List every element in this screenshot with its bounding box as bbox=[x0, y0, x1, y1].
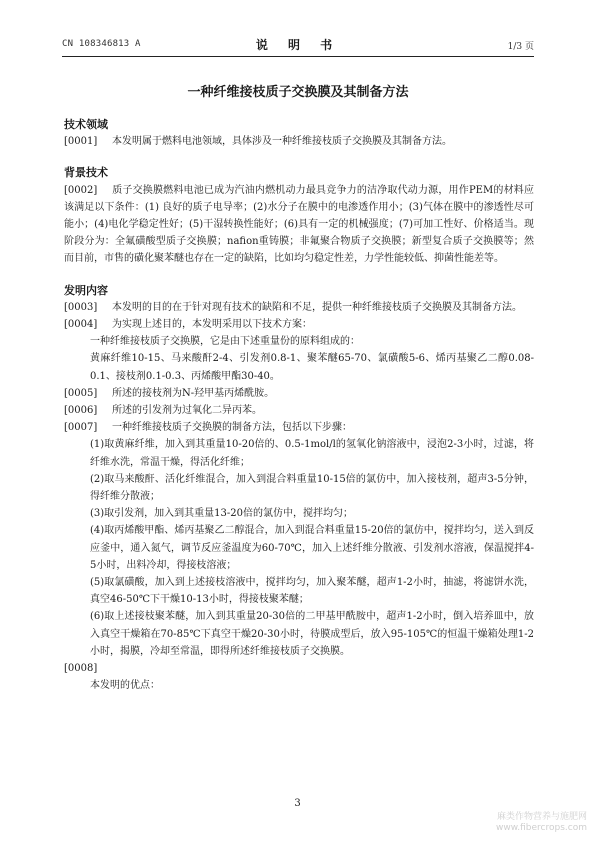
document-type: 说 明 书 bbox=[255, 38, 341, 52]
section-heading-background: 背景技术 bbox=[64, 166, 108, 180]
site-watermark bbox=[496, 812, 587, 834]
step-6: (6)取上述接枝聚苯醚，加入到其重量20-30倍的二甲基甲酰胺中，超声1-2小时，倒入培养皿中，放入真空干燥箱在70-85℃下真空干燥20-30小时，待膜成型后，放入95-105℃的恒温干燥箱处理1-2小时，揭膜，冷却至常温，即得所述纤维接枝质子交换膜。 bbox=[90, 611, 534, 657]
page-header bbox=[62, 36, 534, 52]
paragraph-text: 本发明属于燃料电池领域，具体涉及一种纤维接枝质子交换膜及其制备方法。 bbox=[112, 136, 452, 148]
section-heading-tech-field: 技术领域 bbox=[64, 118, 108, 131]
paragraph-number: [0002] bbox=[64, 184, 98, 196]
step-1: (1)取黄麻纤维，加入到其重量10-20倍的、0.5-1mol/l的氢氧化钠溶液中，浸泡2-3小时，过滤，将纤维水洗，常温干燥，得活化纤维； bbox=[90, 439, 534, 468]
paragraph-text: 为实现上述目的，本发明采用以下技术方案： bbox=[112, 319, 312, 331]
paragraph-number: [0003] bbox=[64, 301, 98, 313]
paragraph-text: 本发明的目的在于针对现有技术的缺陷和不足，提供一种纤维接枝质子交换膜及其制备方法。 bbox=[112, 301, 522, 313]
step-4: (4)取丙烯酸甲酯、烯丙基聚乙二醇混合，加入到混合料重量15-20倍的氯仿中，搅拌均匀，送入到反应釜中，通入氮气，调节反应釜温度为60-70℃，加入上述纤维分散液、引发剂水溶液，保温搅拌4-5小时，出料冷却，得接枝溶液； bbox=[90, 525, 534, 571]
paragraph-0003 bbox=[64, 299, 534, 316]
paragraph-text: 所述的接枝剂为N-羟甲基丙烯酰胺。 bbox=[112, 387, 275, 399]
paragraph-0008 bbox=[64, 660, 534, 677]
header-divider bbox=[62, 56, 534, 57]
section-heading-invention: 发明内容 bbox=[64, 283, 108, 297]
step-3: (3)取引发剂，加入到其重量13-20倍的氯仿中，搅拌均匀； bbox=[90, 508, 353, 520]
document-body bbox=[64, 112, 534, 695]
paragraph-number: [0007] bbox=[64, 422, 98, 434]
paragraph-text: 质子交换膜燃料电池已成为汽油内燃机动力最具竞争力的洁净取代动力源，用作PEM的材料应该满足以下条件：(1) 良好的质子电导率；(2)水分子在膜中的电渗透作用小；(3)气体在膜中的渗透性尽可能小；(4)电化学稳定性好；(5)干湿转换性能好；(6)具有一定的机械强度；(7)可加工性好、价格适当。现阶段分为：全氟磺酸型质子交换膜；nafion重铸膜；非氟聚合物质子交换膜；新型复合质子交换膜等；然而目前，市售的磺化聚苯醚也存在一定的缺陷，比如均匀稳定性差，力学性能较低、抑菌性能差等。 bbox=[64, 184, 534, 265]
paragraph-number: [0001] bbox=[64, 136, 98, 148]
paragraph-0007 bbox=[64, 419, 534, 436]
paragraph-0006 bbox=[64, 402, 534, 419]
paragraph-text: 所述的引发剂为过氧化二异丙苯。 bbox=[112, 405, 262, 417]
watermark-url: www.fibercrops.com bbox=[496, 823, 587, 833]
paragraph-number: [0008] bbox=[64, 663, 98, 675]
paragraph-0004-formula: 黄麻纤维10-15、马来酸酐2-4、引发剂0.8-1、聚苯醚65-70、氯磺酸5-6、烯丙基聚乙二醇0.08-0.1、接枝剂0.1-0.3、丙烯酸甲酯30-40。 bbox=[90, 353, 534, 382]
publication-number: CN 108346813 A bbox=[62, 39, 141, 49]
paragraph-0004-continued: 一种纤维接枝质子交换膜，它是由下述重量份的原料组成的： bbox=[90, 336, 360, 348]
paragraph-0004 bbox=[64, 316, 534, 333]
page-count: 1/3 页 bbox=[507, 42, 534, 52]
paragraph-0005 bbox=[64, 385, 534, 402]
paragraph-text: 一种纤维接枝质子交换膜的制备方法，包括以下步骤： bbox=[112, 422, 352, 434]
document-title: 一种纤维接枝质子交换膜及其制备方法 bbox=[187, 85, 409, 100]
paragraph-0001 bbox=[64, 133, 534, 150]
paragraph-number: [0005] bbox=[64, 387, 98, 399]
paragraph-number: [0006] bbox=[64, 405, 98, 417]
step-5: (5)取氯磺酸，加入到上述接枝溶液中，搅拌均匀，加入聚苯醚，超声1-2小时，抽滤，将滤饼水洗，真空46-50℃下干燥10-13小时，得接枝聚苯醚； bbox=[90, 577, 534, 606]
page-number: 3 bbox=[294, 798, 301, 809]
advantages-intro: 本发明的优点： bbox=[90, 680, 160, 692]
step-2: (2)取马来酸酐、活化纤维混合，加入到混合料重量10-15倍的氯仿中，加入接枝剂，超声3-5分钟，得纤维分散液； bbox=[90, 473, 534, 503]
paragraph-0002 bbox=[64, 182, 534, 268]
paragraph-number: [0004] bbox=[64, 319, 98, 331]
watermark-name: 麻类作物营养与施肥网 bbox=[496, 812, 587, 822]
